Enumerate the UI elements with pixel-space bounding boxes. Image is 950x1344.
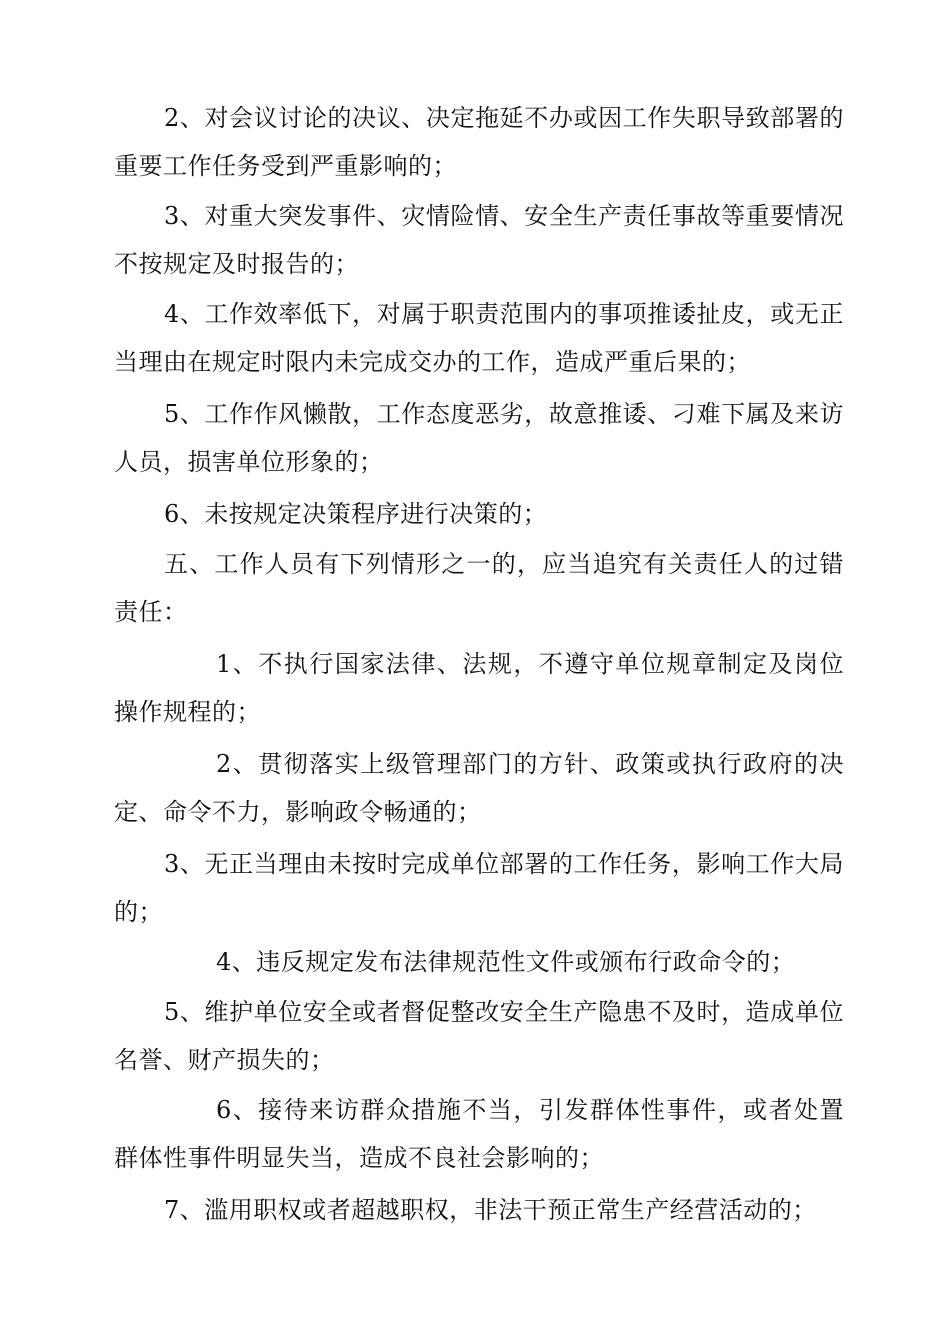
- paragraph-subitem-1: 1、不执行国家法律、法规，不遵守单位规章制定及岗位操作规程的；: [114, 650, 844, 726]
- paragraph-item-4: 4、工作效率低下，对属于职责范围内的事项推诿扯皮，或无正当理由在规定时限内未完成交办的工作，造成严重后果的；: [114, 300, 844, 376]
- paragraph-subitem-2: 2、贯彻落实上级管理部门的方针、政策或执行政府的决定、命令不力，影响政令畅通的；: [114, 750, 844, 826]
- paragraph-item-6: 6、未按规定决策程序进行决策的；: [164, 500, 548, 528]
- paragraph-subitem-4: 4、违反规定发布法律规范性文件或颁布行政命令的；: [216, 948, 796, 976]
- paragraph-subitem-5: 5、维护单位安全或者督促整改安全生产隐患不及时，造成单位名誉、财产损失的；: [114, 998, 844, 1074]
- paragraph-item-2: 2、对会议讨论的决议、决定拖延不办或因工作失职导致部署的重要工作任务受到严重影响的；: [114, 104, 844, 180]
- paragraph-subitem-7: 7、滥用职权或者超越职权，非法干预正常生产经营活动的；: [164, 1196, 817, 1224]
- paragraph-item-3: 3、对重大突发事件、灾情险情、安全生产责任事故等重要情况不按规定及时报告的；: [114, 202, 844, 278]
- paragraph-subitem-3: 3、无正当理由未按时完成单位部署的工作任务，影响工作大局的；: [114, 850, 844, 926]
- paragraph-subitem-6: 6、接待来访群众措施不当，引发群体性事件，或者处置群体性事件明显失当，造成不良社会影响的；: [114, 1096, 844, 1172]
- section-heading-five: 五、工作人员有下列情形之一的，应当追究有关责任人的过错责任：: [114, 550, 844, 626]
- paragraph-item-5: 5、工作作风懒散，工作态度恶劣，故意推诿、刁难下属及来访人员，损害单位形象的；: [114, 400, 844, 476]
